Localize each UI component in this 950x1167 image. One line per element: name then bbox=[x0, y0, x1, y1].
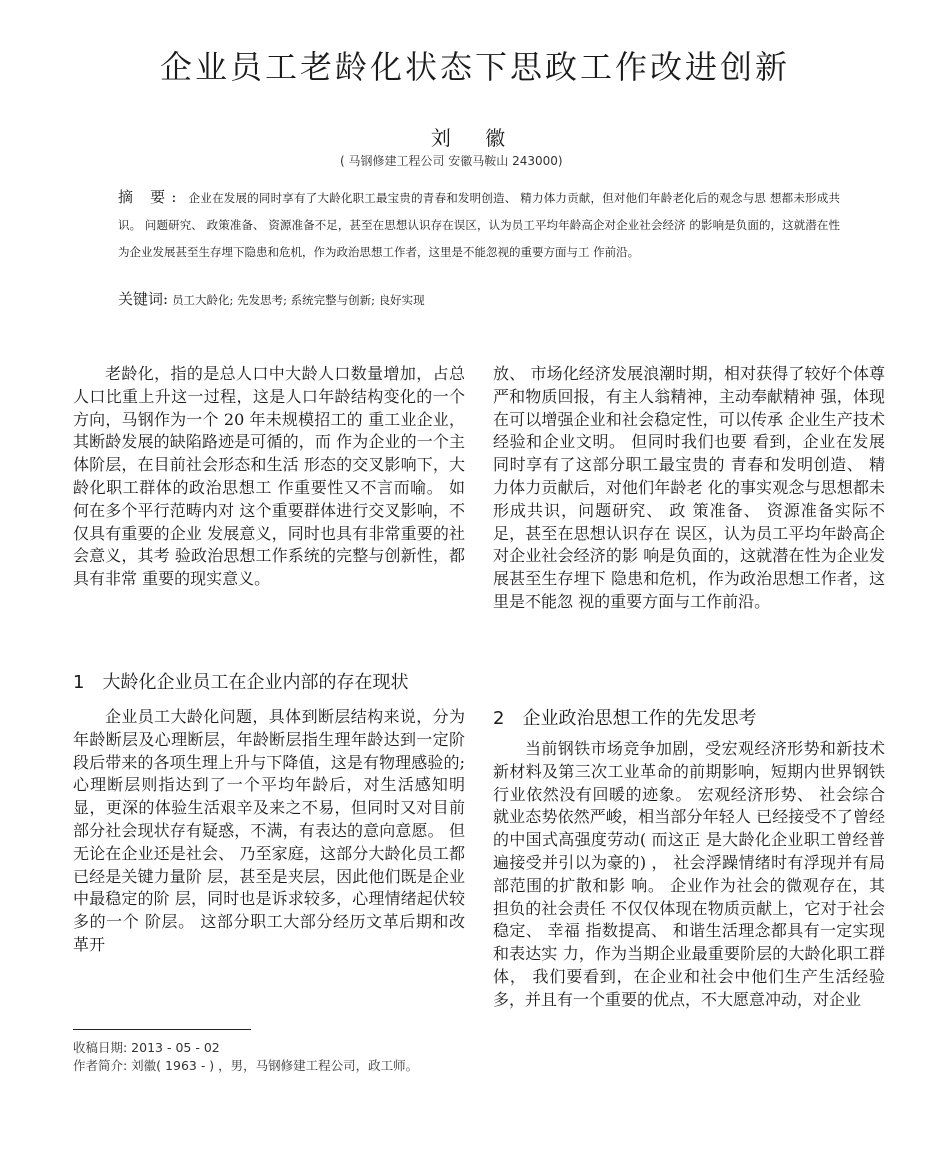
left-intro-paragraph: 老龄化，指的是总人口中大龄人口数量增加，占总人口比重上升这一过程，这是人口年龄结构变化的一个方向，马钢作为一个 20 年未规模招工的 重工业企业，其断龄发展的缺陷路迹是可循的，而 作为企业的一个主体阶层，在目前社会形态和生活 形态的交叉影响下，大龄化职工群体的政治思想工 作重要性又不言而喻。 如何在多个平行范畴内对 这个重要群体进行交叉影响，不仅具有重要的企业 发展意义，同时也具有非常重要的社会意义，其考 验政治思想工作系统的完整与创新性，都具有非常 重要的现实意义。 bbox=[73, 364, 465, 589]
author-name: 刘 徽 bbox=[430, 126, 520, 150]
section-1-body: 企业员工大龄化问题，具体到断层结构来说，分为年龄断层及心理断层，年龄断层指生理年龄达到一定阶段后带来的各项生理上升与下降值，这是有物理感验的; 心理断层则指达到了一个平均年龄后，对生活感知明显，更深的体验生活艰辛及来之不易，但同时又对目前部分社会现状存有疑惑，不满，有表达的意向意愿。 但无论在企业还是社会、 乃至家庭，这部分大龄化员工都已经是关键力量阶 层，甚至是夹层，因此他们既是企业中最稳定的阶 层，同时也是诉求较多，心理情绪起伏较多的一个 阶层。 这部分职工大部分经历文革后期和改革开 bbox=[73, 707, 465, 954]
section-2-heading bbox=[493, 704, 756, 730]
section-1-title: 大龄化企业员工在企业内部的存在现状 bbox=[102, 672, 409, 693]
author-affiliation: ( 马钢修建工程公司 安徽马鞍山 243000) bbox=[340, 154, 563, 168]
abstract bbox=[118, 184, 840, 266]
abstract-text: 企业在发展的同时享有了大龄化职工最宝贵的青春和发明创造、 精力体力贡献，但对他们年龄老化后的观念与思 想都未形成共识。 问题研究、 政策准备、 资源准备不足，甚至在思想认识存在误区，认为员工平均年龄高企对企业社会经济 的影响是负面的，这就潜在性为企业发展甚至生存埋下隐患和危机，作为政治思想工作者，这里是不能忽视的重要方面与工 作前沿。 bbox=[118, 191, 840, 259]
paper-title: 企业员工老龄化状态下思政工作改进创新 bbox=[159, 48, 790, 86]
keywords-label: 关键词: bbox=[118, 290, 169, 308]
section-1-heading bbox=[73, 668, 408, 694]
keywords bbox=[118, 286, 488, 313]
section-2-number: 2 bbox=[493, 708, 505, 729]
footnote-received-date: 收稿日期: 2013 - 05 - 02 bbox=[73, 1040, 220, 1055]
footnote-rule bbox=[73, 1029, 251, 1030]
abstract-label: 摘 要: bbox=[118, 188, 183, 206]
section-2-body: 当前钢铁市场竞争加剧，受宏观经济形势和新技术新材料及第三次工业革命的前期影响，短期内世界钢铁行业依然没有回暖的迹象。 宏观经济形势、 社会综合就业态势依然严峻，相当部分年轻人 已经接受不了曾经的中国式高强度劳动( 而这正 是大龄化企业职工曾经普遍接受并引以为豪的) ， 社会浮躁情绪时有浮现并有局部范围的扩散和影 响。 企业作为社会的微观存在，其担负的社会责任 不仅仅体现在物质贡献上，它对于社会稳定、 幸福 指数提高、 和谐生活理念都具有一定实现和表达实 力，作为当期企业最重要阶层的大龄化职工群体， 我们要看到，在企业和社会中他们生产生活经验 多，并且有一个重要的优点，不大愿意冲动，对企业 bbox=[493, 739, 885, 1009]
keywords-text: 员工大龄化; 先发思考; 系统完整与创新; 良好实现 bbox=[172, 293, 425, 307]
right-intro-paragraph: 放、 市场化经济发展浪潮时期，相对获得了较好个体尊严和物质回报，有主人翁精神，主动奉献精神 强，体现在可以增强企业和社会稳定性，可以传承 企业生产技术经验和企业文明。 但同时我们也要 看到，企业在发展同时享有了这部分职工最宝贵的 青春和发明创造、 精力体力贡献后，对他们年龄老 化的事实观念与思想都未形成共识，问题研究、 政 策准备、 资源准备实际不足，甚至在思想认识存在 误区，认为员工平均年龄高企对企业社会经济的影 响是负面的，这就潜在性为企业发展甚至生存埋下 隐患和危机，作为政治思想工作者，这里是不能忽 视的重要方面与工作前沿。 bbox=[493, 364, 885, 611]
section-1-number: 1 bbox=[73, 672, 85, 693]
footnote-author-bio: 作者简介: 刘徽( 1963 - ) ，男，马钢修建工程公司，政工师。 bbox=[73, 1058, 419, 1073]
section-2-title: 企业政治思想工作的先发思考 bbox=[522, 708, 757, 729]
